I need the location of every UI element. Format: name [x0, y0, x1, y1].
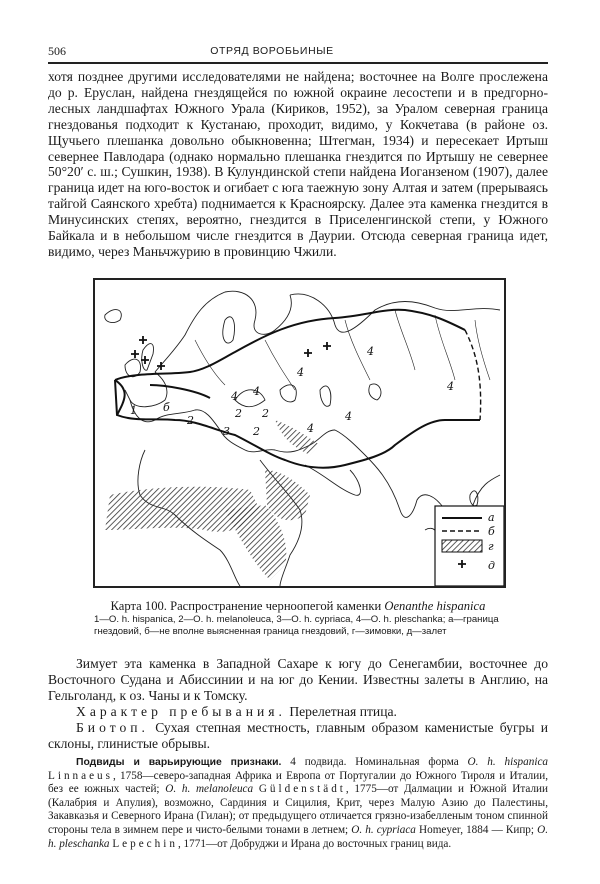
range-map-drawing: [95, 280, 504, 586]
svg-text:1: 1: [130, 404, 137, 417]
residence-paragraph: [48, 704, 548, 720]
vagrant-markers: [131, 336, 331, 370]
subspecies-text-3: Homeyer, 1884 — Кипр;: [419, 823, 535, 836]
svg-text:2: 2: [235, 407, 242, 420]
subspecies-text-1: , 1758—северо-западная Африка и Европа от Португалии до Южного Тироля и Италии, без ее южных частей;: [48, 769, 548, 796]
range-map: [93, 278, 506, 588]
svg-text:4: 4: [447, 380, 454, 393]
body-paragraph-2: [48, 656, 548, 751]
subspecies-name-2: O. h. melanoleuca: [165, 783, 254, 796]
biotope-paragraph: [48, 720, 548, 752]
svg-text:4: 4: [345, 410, 352, 423]
svg-text:2: 2: [262, 407, 269, 420]
subspecies-author-4: Lepechin: [112, 837, 178, 850]
svg-text:д: д: [488, 559, 495, 572]
svg-text:4: 4: [253, 385, 260, 398]
caption-species-name: Oenanthe hispanica: [384, 599, 486, 613]
subspecies-intro: 4 подвида. Номинальная форма: [290, 756, 459, 768]
svg-text:4: 4: [231, 390, 238, 403]
caption-title-text: Карта 100. Распространение черноопегой каменки: [110, 599, 382, 613]
svg-text:4: 4: [297, 366, 304, 379]
subspecies-name-1: O. h. hispanica: [467, 756, 549, 768]
svg-text:г: г: [488, 540, 494, 553]
svg-text:а: а: [488, 511, 495, 524]
body-paragraph-1: хотя позднее другими исследователями не найдена; восточнее на Волге прослежена до р. Еруслан, найдена гнездящейся по южной окраине лесостепи и в предгорно-лесных ландшафтах Южного Урала (Кириков, 1952), за Уралом северная граница гнездованья подходит к Кустанаю, проходит, видимо, у Кокчетава (в районе оз. Щучьего плешанка довольно обыкновенна; Штегман, 1934) и пересекает Иртыш севернее Павлодара (однако нормально плешанка гнездится по Иртышу не севернее 50°20′ с. ш.; Сушкин, 1938). В Кулундинской степи найдена Иоганзеном (1907), далее граница идет на юго-восток и огибает с юга таежную зону Алтая и затем (прерываясь тайгой Саянского хребта) поднимается к Красноярску. Далее эта каменка гнездится в Минусинских степях, вероятно, гнездится в Приселенгинской степи, у Южного Байкала и в небольшом числе гнездится в Даурии. Отсюда северная граница идет, видимо, через Маньчжурию в провинцию Чжили.: [48, 69, 548, 259]
page-header: [48, 44, 476, 60]
biotope-label: Биотоп.: [76, 719, 149, 735]
running-title: ОТРЯД ВОРОБЬИНЫЕ: [210, 45, 334, 57]
map-caption-title: [48, 599, 548, 614]
subspecies-text-4: , 1771—от Добруджи и Ирана до восточных границ вида.: [177, 837, 452, 850]
subspecies-author-2: Güldenstädt: [258, 783, 346, 796]
page-number: 506: [48, 44, 66, 58]
subspecies-paragraph: [48, 756, 548, 851]
svg-text:б: б: [488, 525, 495, 538]
subspecies-name-4: O. h. pleschanka: [48, 823, 549, 850]
subspecies-heading: Подвиды и варьирующие признаки.: [76, 757, 282, 768]
map-legend: [435, 506, 504, 586]
residence-text: Перелетная птица.: [289, 703, 397, 719]
svg-text:б: б: [163, 401, 170, 414]
residence-label: Характер пребывания.: [76, 703, 286, 719]
svg-text:4: 4: [367, 345, 374, 358]
svg-text:3: 3: [223, 425, 230, 438]
svg-text:2: 2: [253, 425, 260, 438]
subspecies-author-1: Linnaeus: [48, 769, 114, 782]
svg-text:4: 4: [307, 422, 314, 435]
subspecies-text-2: , 1775—от Далмации и Южной Италии (Калабрия и Апулия), возможно, Сардиния и Сицилия, Крит, через Малую Азию до Палестины, Закавказья и Северного Ирана (Гилан); от предыдущего отличается грязно-изабелленым тоном спинной стороны тела в зимнем пере и чисто-белыми тонами в летнем;: [48, 783, 549, 836]
wintering-paragraph: Зимует эта каменка в Западной Сахаре к югу до Сенегамбии, восточнее до Восточного Судана и Абиссинии и на юг до Кении. Известны залеты в Англию, на Гельголанд, к оз. Чаны и к Томску.: [48, 656, 548, 703]
svg-text:2: 2: [187, 414, 194, 427]
map-caption-legend: 1—O. h. hispanica, 2—O. h. melanoleuca, 3—O. h. cypriaca, 4—O. h. pleschanka; а—граница гнездовий, б—не вполне выясненная граница гнездовий, г—зимовки, д—залет: [94, 614, 499, 637]
header-rule: [48, 62, 548, 64]
biotope-text: Сухая степная местность, главным образом каменистые бугры и склоны, глинистые обрывы.: [48, 719, 548, 751]
subspecies-name-3: O. h. cypriaca: [351, 823, 416, 836]
